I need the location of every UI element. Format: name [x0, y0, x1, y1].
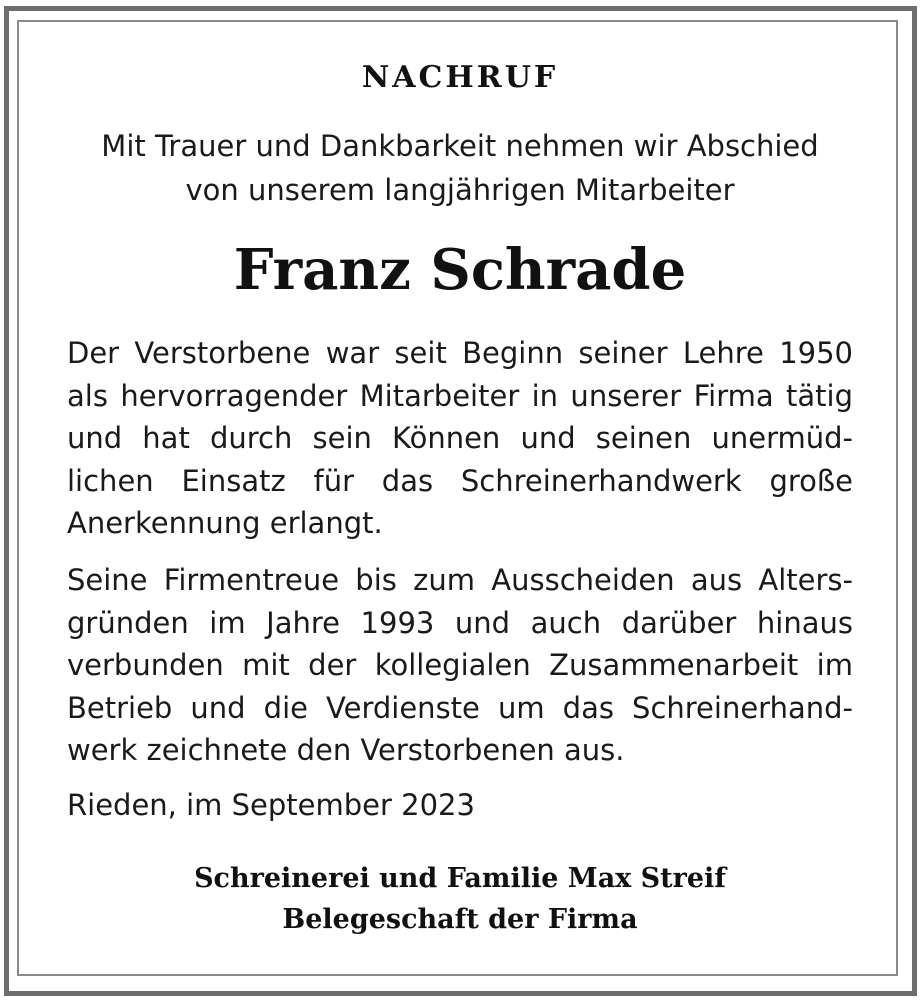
- signature-line: Schreinerei und Familie Max Streif: [194, 863, 726, 894]
- paragraph-line: Betrieb und die Verdienste um das Schreinerhand-: [67, 690, 853, 725]
- paragraph-line: gründen im Jahre 1993 und auch darüber hinaus: [67, 605, 853, 640]
- obituary-heading: NACHRUF: [361, 60, 559, 95]
- paragraph-career: [67, 332, 853, 545]
- deceased-name: Franz Schrade: [233, 237, 687, 303]
- signature-line: Belegeschaft der Firma: [282, 904, 638, 935]
- paragraph-line: Der Verstorbene war seit Beginn seiner Lehre 1950: [67, 336, 853, 370]
- paragraph-line: als hervorragender Mitarbeiter in unserer Firma tätig: [67, 378, 853, 413]
- signature-block: [0, 858, 920, 940]
- paragraph-line: werk zeichnete den Verstorbenen aus.: [67, 733, 625, 767]
- paragraph-line: lichen Einsatz für das Schreinerhandwerk große: [67, 463, 853, 498]
- paragraph-line: verbunden mit der kollegialen Zusammenarbeit im: [67, 648, 853, 682]
- paragraph-line: Anerkennung erlangt.: [67, 506, 383, 540]
- paragraph-line: Seine Firmentreue bis zum Ausscheiden aus Alters-: [67, 563, 853, 597]
- intro-text: [40, 124, 880, 212]
- intro-line: von unserem langjährigen Mitarbeiter: [185, 173, 735, 207]
- intro-line: Mit Trauer und Dankbarkeit nehmen wir Abschied: [101, 129, 819, 163]
- paragraph-loyalty: [67, 559, 853, 772]
- place-and-date: Rieden, im September 2023: [67, 788, 475, 822]
- paragraph-line: und hat durch sein Können und seinen unermüd-: [67, 421, 853, 455]
